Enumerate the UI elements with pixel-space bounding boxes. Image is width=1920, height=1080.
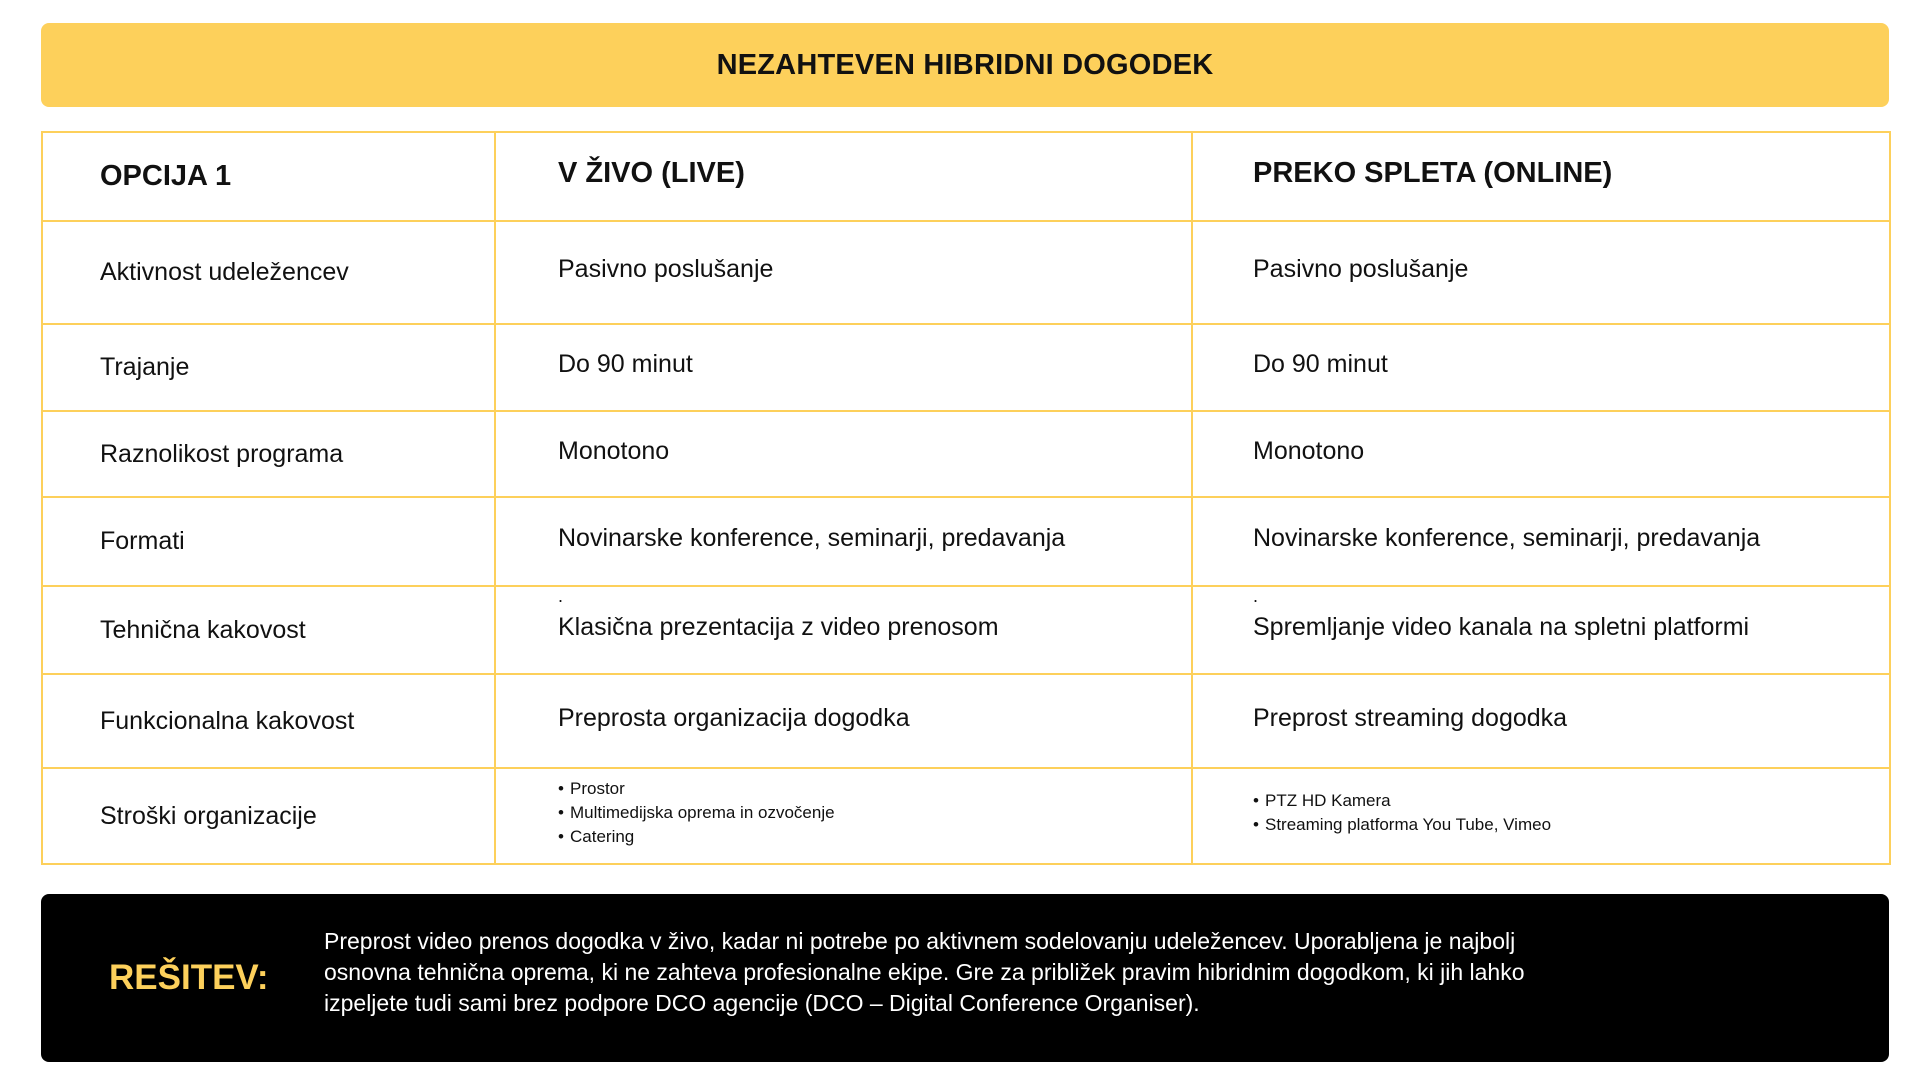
row-live-value: . Klasična prezentacija z video prenosom xyxy=(495,586,1192,674)
row-label: Raznolikost programa xyxy=(42,411,495,497)
table-header-row xyxy=(42,132,1890,221)
row-live-value: Monotono xyxy=(495,411,1192,497)
solution-line: Preprost video prenos dogodka v živo, kadar ni potrebe po aktivnem sodelovanju udeležencev. Uporabljena je najbolj xyxy=(324,928,1516,954)
row-label: Trajanje xyxy=(42,324,495,411)
list-item: • Prostor xyxy=(558,777,1191,801)
solution-line: osnovna tehnična oprema, ki ne zahteva profesionalne ekipe. Gre za približek pravim hibridnim dogodkom, ki jih lahko xyxy=(324,959,1525,985)
table-row xyxy=(42,768,1890,864)
table-row xyxy=(42,411,1890,497)
row-label: Funkcionalna kakovost xyxy=(42,674,495,768)
row-live-value: Preprosta organizacija dogodka xyxy=(495,674,1192,768)
table-row xyxy=(42,586,1890,674)
row-live-value: Do 90 minut xyxy=(495,324,1192,411)
row-online-value: Do 90 minut xyxy=(1192,324,1890,411)
row-online-value: Monotono xyxy=(1192,411,1890,497)
list-item: • Multimedijska oprema in ozvočenje xyxy=(558,801,1191,825)
list-item: • Catering xyxy=(558,825,1191,849)
row-label: Tehnična kakovost xyxy=(42,586,495,674)
title-banner xyxy=(41,23,1889,107)
row-label: Formati xyxy=(42,497,495,586)
stray-dot-mark: . xyxy=(1253,586,1259,606)
table-row xyxy=(42,221,1890,324)
row-live-value: Pasivno poslušanje xyxy=(495,221,1192,324)
table-row xyxy=(42,674,1890,768)
row-online-value: Novinarske konference, seminarji, predavanja xyxy=(1192,497,1890,586)
comparison-table xyxy=(41,131,1891,865)
solution-label: REŠITEV: xyxy=(109,958,269,997)
list-item: • Streaming platforma You Tube, Vimeo xyxy=(1253,813,1889,837)
row-label: Stroški organizacije xyxy=(42,768,495,864)
table-row xyxy=(42,497,1890,586)
page-title: NEZAHTEVEN HIBRIDNI DOGODEK xyxy=(716,48,1214,81)
cost-list-live xyxy=(495,768,1192,864)
solution-box xyxy=(41,894,1889,1062)
solution-text xyxy=(324,926,1774,1019)
solution-line: izpeljete tudi sami brez podpore DCO agencije (DCO – Digital Conference Organiser). xyxy=(324,990,1200,1016)
table-row xyxy=(42,324,1890,411)
list-item: • PTZ HD Kamera xyxy=(1253,789,1889,813)
header-live: V ŽIVO (LIVE) xyxy=(495,132,1192,221)
row-live-value: Novinarske konference, seminarji, predavanja xyxy=(495,497,1192,586)
row-online-value: . Spremljanje video kanala na spletni platformi xyxy=(1192,586,1890,674)
row-label: Aktivnost udeležencev xyxy=(42,221,495,324)
stray-dot-mark: . xyxy=(558,586,564,606)
row-online-value: Preprost streaming dogodka xyxy=(1192,674,1890,768)
row-online-value: Pasivno poslušanje xyxy=(1192,221,1890,324)
cost-list-online xyxy=(1192,768,1890,864)
header-online: PREKO SPLETA (ONLINE) xyxy=(1192,132,1890,221)
header-option: OPCIJA 1 xyxy=(42,132,495,221)
